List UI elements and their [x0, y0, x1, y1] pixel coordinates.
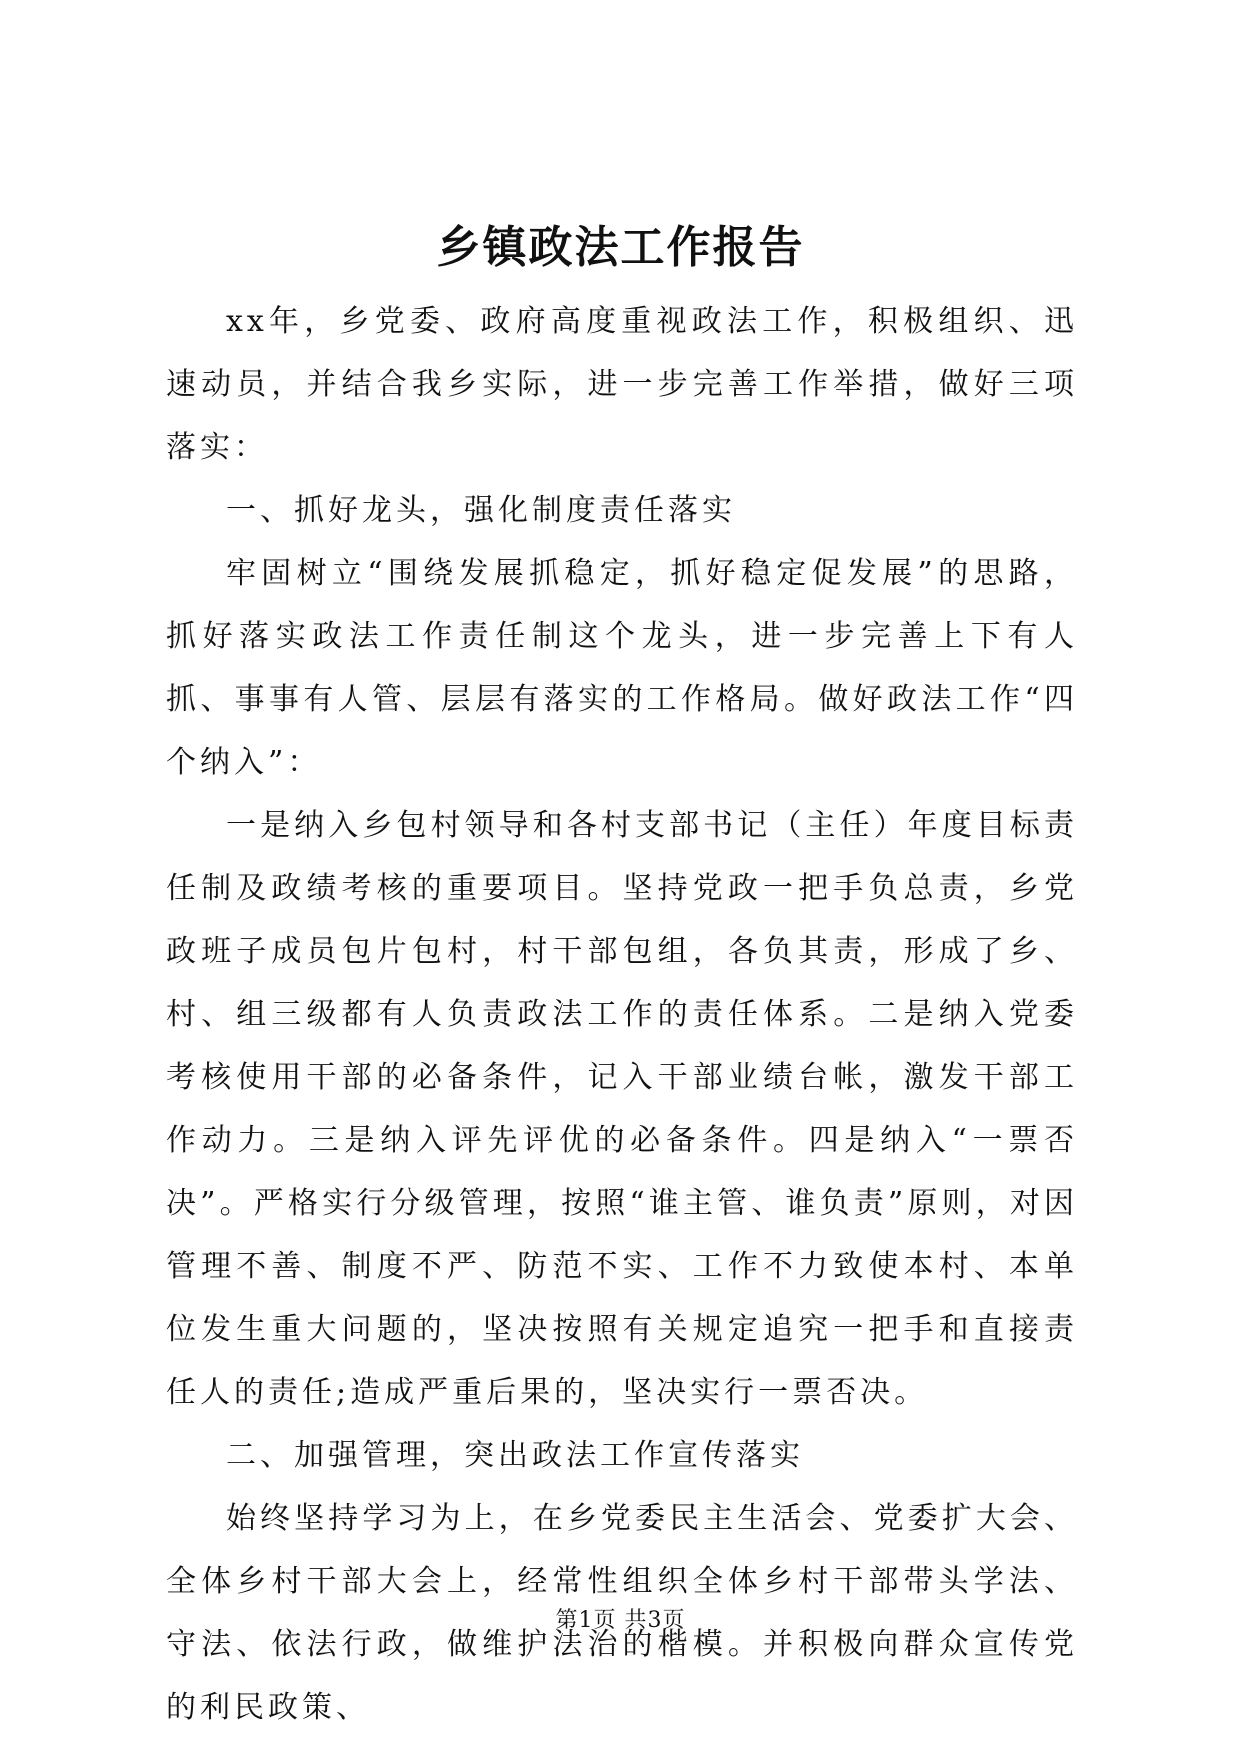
paragraph-1: 牢固树立“围绕发展抓稳定，抓好稳定促发展”的思路，抓好落实政法工作责任制这个龙头，进一步完善上下有人抓、事事有人管、层层有落实的工作格局。做好政法工作“四个纳入”：: [166, 556, 1078, 780]
page-number-footer: 第1页 共3页: [555, 1608, 686, 1633]
paragraph-intro: xx年，乡党委、政府高度重视政法工作，积极组织、迅速动员，并结合我乡实际，进一步完善工作举措，做好三项落实：: [166, 304, 1078, 465]
paragraph-2: 一是纳入乡包村领导和各村支部书记（主任）年度目标责任制及政绩考核的重要项目。坚持党政一把手负总责，乡党政班子成员包片包村，村干部包组，各负其责，形成了乡、村、组三级都有人负责政法工作的责任体系。二是纳入党委考核使用干部的必备条件，记入干部业绩台帐，激发干部工作动力。三是纳入评先评优的必备条件。四是纳入“一票否决”。严格实行分级管理，按照“谁主管、谁负责”原则，对因管理不善、制度不严、防范不实、工作不力致使本村、本单位发生重大问题的，坚决按照有关规定追究一把手和直接责任人的责任;造成严重后果的，坚决实行一票否决。: [166, 808, 1078, 1410]
document-title: 乡镇政法工作报告: [436, 222, 805, 273]
document-body: [166, 290, 1078, 1739]
section-heading-1: 一、抓好龙头，强化制度责任落实: [226, 493, 736, 528]
paragraph-3: 始终坚持学习为上，在乡党委民主生活会、党委扩大会、全体乡村干部大会上，经常性组织全体乡村干部带头学法、守法、依法行政，做维护法治的楷模。并积极向群众宣传党的利民政策、: [166, 1501, 1078, 1725]
section-heading-2: 二、加强管理，突出政法工作宣传落实: [226, 1438, 804, 1473]
